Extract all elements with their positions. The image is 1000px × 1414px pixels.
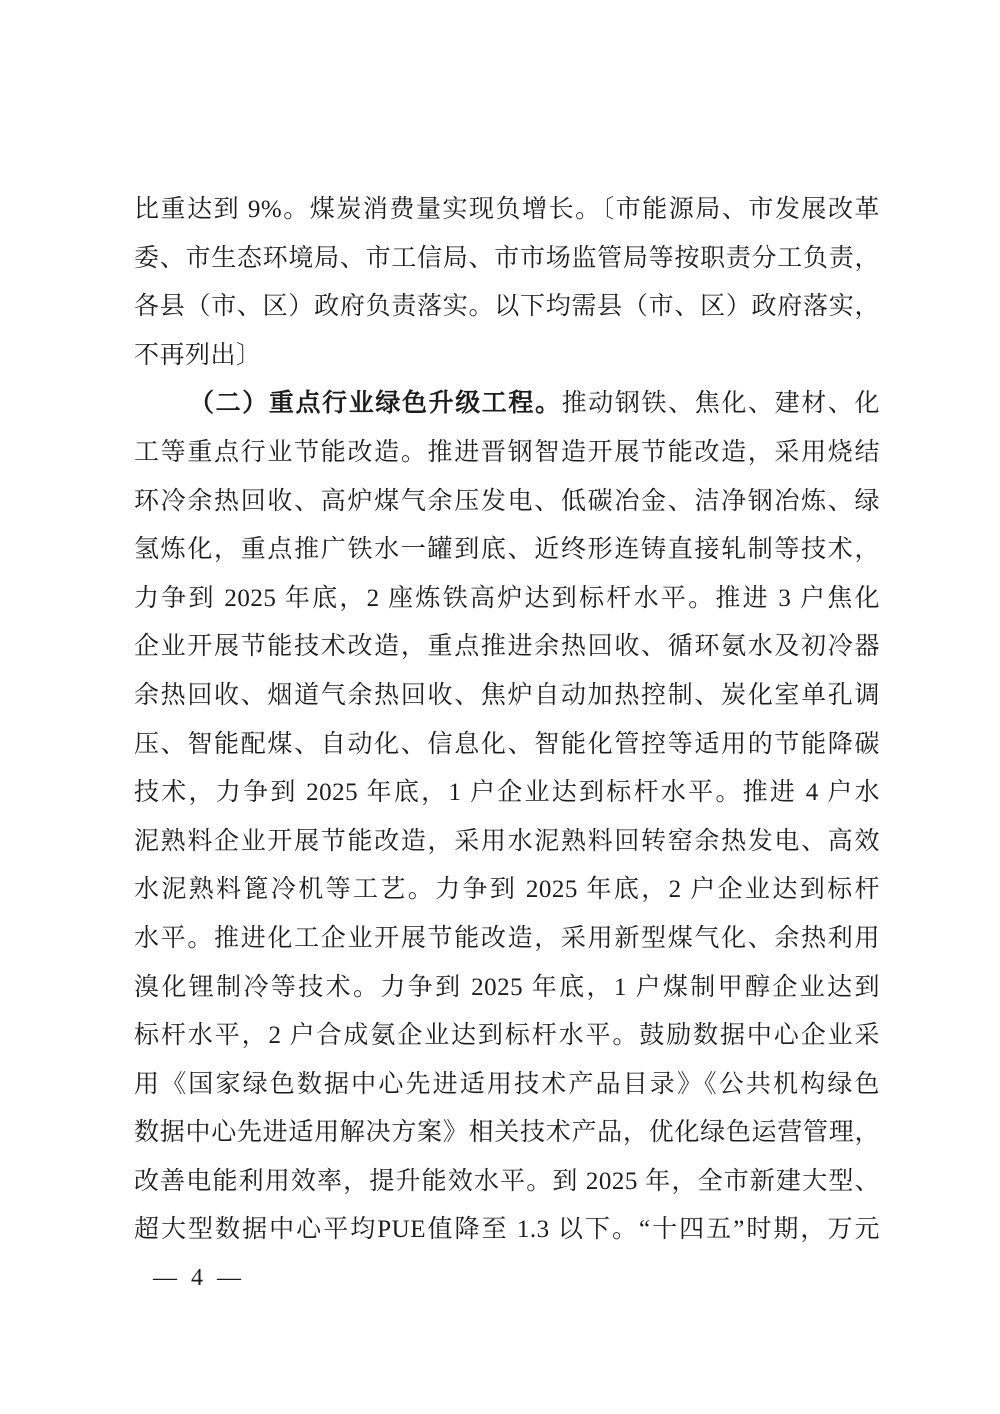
text-line: 超大型数据中心平均PUE值降至 1.3 以下。“十四五”时期，万元 [134,1216,880,1244]
text-line: 余热回收、烟道气余热回收、焦炉自动加热控制、炭化室单孔调 [134,681,880,709]
text-line-paragraph-start [134,380,880,429]
page-number: — 4 — [153,1265,245,1291]
text-line: 用《国家绿色数据中心先进适用技术产品目录》《公共机构绿色 [134,1070,880,1098]
text-line: 数据中心先进适用解决方案》相关技术产品，优化绿色运营管理， [134,1119,880,1147]
section-heading: （二）重点行业绿色升级工程。 [189,390,562,418]
text-line: 溴化锂制冷等技术。力争到 2025 年底，1 户煤制甲醇企业达到 [134,973,880,1001]
text-line: 环冷余热回收、高炉煤气余压发电、低碳冶金、洁净钢冶炼、绿 [134,487,880,515]
text-line: 水平。推进化工企业开展节能改造，采用新型煤气化、余热利用 [134,924,880,952]
text-line: 标杆水平，2 户合成氨企业达到标杆水平。鼓励数据中心企业采 [134,1022,880,1050]
text-line: 不再列出〕 [134,341,262,369]
paragraph-text: 推动钢铁、焦化、建材、化 [561,390,880,418]
text-line: 比重达到 9%。煤炭消费量实现负增长。〔市能源局、市发展改革 [134,196,880,223]
text-line: 企业开展节能技术改造，重点推进余热回收、循环氨水及初冷器 [134,633,880,661]
text-line: 水泥熟料篦冷机等工艺。力争到 2025 年底，2 户企业达到标杆 [134,876,880,904]
text-line: 力争到 2025 年底，2 座炼铁高炉达到标杆水平。推进 3 户焦化 [134,584,880,612]
text-line: 工等重点行业节能改造。推进晋钢智造开展节能改造，采用烧结 [134,438,880,466]
text-line: 泥熟料企业开展节能改造，采用水泥熟料回转窑余热发电、高效 [134,827,880,855]
text-line: 委、市生态环境局、市工信局、市市场监管局等按职责分工负责， [134,244,880,272]
text-line: 技术，力争到 2025 年底，1 户企业达到标杆水平。推进 4 户水 [134,779,880,807]
text-line: 压、智能配煤、自动化、信息化、智能化管控等适用的节能降碳 [134,730,880,758]
text-line: 改善电能利用效率，提升能效水平。到 2025 年，全市新建大型、 [134,1167,880,1195]
document-body [134,186,880,1255]
text-line: 氢炼化，重点推广铁水一罐到底、近终形连铸直接轧制等技术， [134,536,880,564]
text-line: 各县（市、区）政府负责落实。以下均需县（市、区）政府落实， [134,293,880,321]
